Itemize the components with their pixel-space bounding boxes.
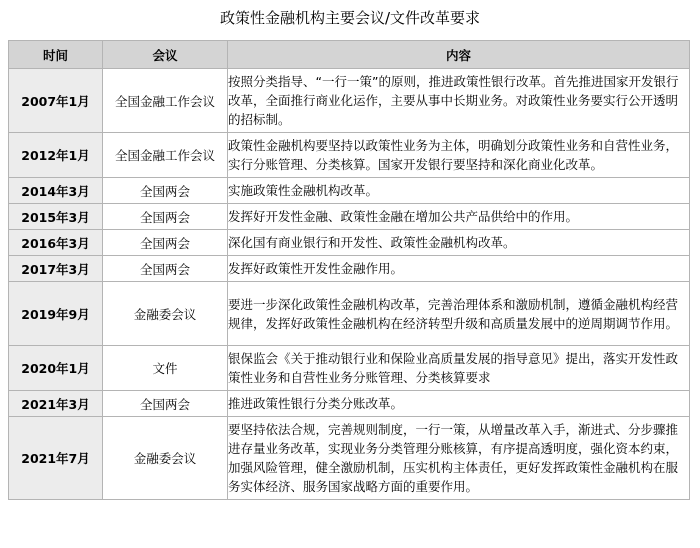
table-row <box>9 204 690 230</box>
row-date: 2016年3月 <box>9 230 103 256</box>
row-content: 实施政策性金融机构改革。 <box>228 178 690 204</box>
header-meeting: 会议 <box>103 41 228 69</box>
table-row <box>9 391 690 417</box>
row-meeting: 全国两会 <box>103 178 228 204</box>
row-content: 深化国有商业银行和开发性、政策性金融机构改革。 <box>228 230 690 256</box>
table-row <box>9 69 690 133</box>
row-date: 2020年1月 <box>9 346 103 391</box>
table-row <box>9 230 690 256</box>
row-date: 2015年3月 <box>9 204 103 230</box>
row-date: 2012年1月 <box>9 133 103 178</box>
row-date: 2021年3月 <box>9 391 103 417</box>
table-row <box>9 133 690 178</box>
row-content: 要坚持依法合规，完善规则制度，一行一策，从增量改革入手，渐进式、分步骤推进存量业务改革，实现业务分类管理分账核算，有序提高透明度，强化资本约束，加强风险管理，健全激励机制，压实机构主体责任，更好发挥政策性金融机构在服务实体经济、服务国家战略方面的重要作用。 <box>228 417 690 500</box>
row-meeting: 全国金融工作会议 <box>103 69 228 133</box>
table-row <box>9 346 690 391</box>
row-date: 2014年3月 <box>9 178 103 204</box>
row-meeting: 全国两会 <box>103 256 228 282</box>
row-date: 2021年7月 <box>9 417 103 500</box>
row-content: 要进一步深化政策性金融机构改革，完善治理体系和激励机制，遵循金融机构经营规律，发挥好政策性金融机构在经济转型升级和高质量发展中的逆周期调节作用。 <box>228 282 690 346</box>
row-meeting: 金融委会议 <box>103 282 228 346</box>
row-content: 推进政策性银行分类分账改革。 <box>228 391 690 417</box>
row-content: 政策性金融机构要坚持以政策性业务为主体，明确划分政策性业务和自营性业务，实行分账管理、分类核算。国家开发银行要坚持和深化商业化改革。 <box>228 133 690 178</box>
table-row <box>9 417 690 500</box>
table-row <box>9 282 690 346</box>
page-title: 政策性金融机构主要会议/文件改革要求 <box>219 9 481 27</box>
row-date: 2017年3月 <box>9 256 103 282</box>
row-meeting: 金融委会议 <box>103 417 228 500</box>
row-meeting: 文件 <box>103 346 228 391</box>
policy-table <box>8 40 690 500</box>
row-date: 2007年1月 <box>9 69 103 133</box>
row-content: 发挥好开发性金融、政策性金融在增加公共产品供给中的作用。 <box>228 204 690 230</box>
row-content: 按照分类指导、“一行一策”的原则，推进政策性银行改革。首先推进国家开发银行改革，全面推行商业化运作，主要从事中长期业务。对政策性业务要实行公开透明的招标制。 <box>228 69 690 133</box>
row-meeting: 全国金融工作会议 <box>103 133 228 178</box>
row-meeting: 全国两会 <box>103 391 228 417</box>
table-row <box>9 178 690 204</box>
header-content: 内容 <box>228 41 690 69</box>
row-content: 发挥好政策性开发性金融作用。 <box>228 256 690 282</box>
row-date: 2019年9月 <box>9 282 103 346</box>
row-meeting: 全国两会 <box>103 204 228 230</box>
row-content: 银保监会《关于推动银行业和保险业高质量发展的指导意见》提出，落实开发性政策性业务和自营性业务分账管理、分类核算要求 <box>228 346 690 391</box>
header-date: 时间 <box>9 41 103 69</box>
table-row <box>9 256 690 282</box>
row-meeting: 全国两会 <box>103 230 228 256</box>
table-header <box>9 41 690 69</box>
